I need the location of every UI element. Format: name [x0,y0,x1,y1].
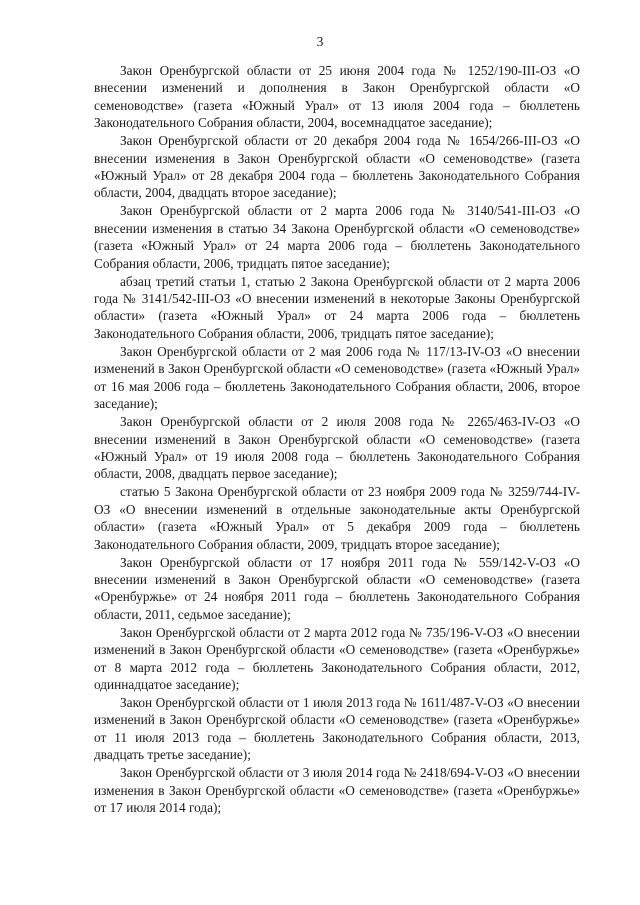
paragraph-law-2012-march: Закон Оренбургской области от 2 марта 2012 года № 735/196-V-ОЗ «О внесении изменений в Закон Оренбургской области «О семеноводстве» (газета «Оренбуржье» от 8 марта 2012 года – бюллетень Законодательного Собрания области, 2012, одиннадцатое заседание); [94,624,580,692]
paragraph-law-2006-march-3141: абзац третий статьи 1, статью 2 Закона Оренбургской области от 2 марта 2006 года № 3141/542-III-ОЗ «О внесении изменений в некоторые Законы Оренбургской области» (газета «Южный Урал» от 24 марта 2006 года – бюллетень Законодательного Собрания области, 2006, тридцать пятое заседание); [94,273,580,341]
document-body [94,62,580,817]
paragraph-law-2004-june: Закон Оренбургской области от 25 июня 2004 года № 1252/190-III-ОЗ «О внесении изменений и дополнения в Закон Оренбургской области «О семеноводстве» (газета «Южный Урал» от 13 июля 2004 года – бюллетень Законодательного Собрания области, 2004, восемнадцатое заседание); [94,63,580,131]
paragraph-law-2014-july: Закон Оренбургской области от 3 июля 2014 года № 2418/694-V-ОЗ «О внесении изменения в Закон Оренбургской области «О семеноводстве» (газета «Оренбуржье» от 17 июля 2014 года); [94,765,580,815]
paragraph-law-2009-november: статью 5 Закона Оренбургской области от 23 ноября 2009 года № 3259/744-IV-ОЗ «О внесении изменений в отдельные законодательные акты Оренбургской области» (газета «Южный Урал» от 5 декабря 2009 года – бюллетень Законодательного Собрания области, 2009, тридцать второе заседание); [94,484,580,552]
paragraph-law-2013-july: Закон Оренбургской области от 1 июля 2013 года № 1611/487-V-ОЗ «О внесении изменений в Закон Оренбургской области «О семеноводстве» (газета «Оренбуржье» от 11 июля 2013 года – бюллетень Законодательного Собрания области, 2013, двадцать третье заседание); [94,694,580,763]
paragraph-law-2004-december: Закон Оренбургской области от 20 декабря 2004 года № 1654/266-III-ОЗ «О внесении изменения в Закон Оренбургской области «О семеноводстве» (газета «Южный Урал» от 28 декабря 2004 года – бюллетень Законодательного Собрания области, 2004, двадцать второе заседание); [94,133,580,201]
paragraph-law-2011-november: Закон Оренбургской области от 17 ноября 2011 года № 559/142-V-ОЗ «О внесении изменений в Закон Оренбургской области «О семеноводстве» (газета «Оренбуржье» от 24 ноября 2011 года – бюллетень Законодательного Собрания области, 2011, седьмое заседание); [94,554,580,622]
page-number: 3 [316,34,324,49]
paragraph-law-2008-july: Закон Оренбургской области от 2 июля 2008 года № 2265/463-IV-ОЗ «О внесении изменений в Закон Оренбургской области «О семеноводстве» (газета «Южный Урал» от 19 июля 2008 года – бюллетень Законодательного Собрания области, 2008, двадцать первое заседание); [94,414,580,482]
paragraph-law-2006-march-3140: Закон Оренбургской области от 2 марта 2006 года № 3140/541-III-ОЗ «О внесении изменения в статью 34 Закона Оренбургской области «О семеноводстве» (газета «Южный Урал» от 24 марта 2006 года – бюллетень Законодательного Собрания области, 2006, тридцать пятое заседание); [94,203,580,271]
paragraph-law-2006-may: Закон Оренбургской области от 2 мая 2006 года № 117/13-IV-ОЗ «О внесении изменений в Закон Оренбургской области «О семеноводстве» (газета «Южный Урал» от 16 мая 2006 года – бюллетень Законодательного Собрания области, 2006, второе заседание); [94,343,580,412]
